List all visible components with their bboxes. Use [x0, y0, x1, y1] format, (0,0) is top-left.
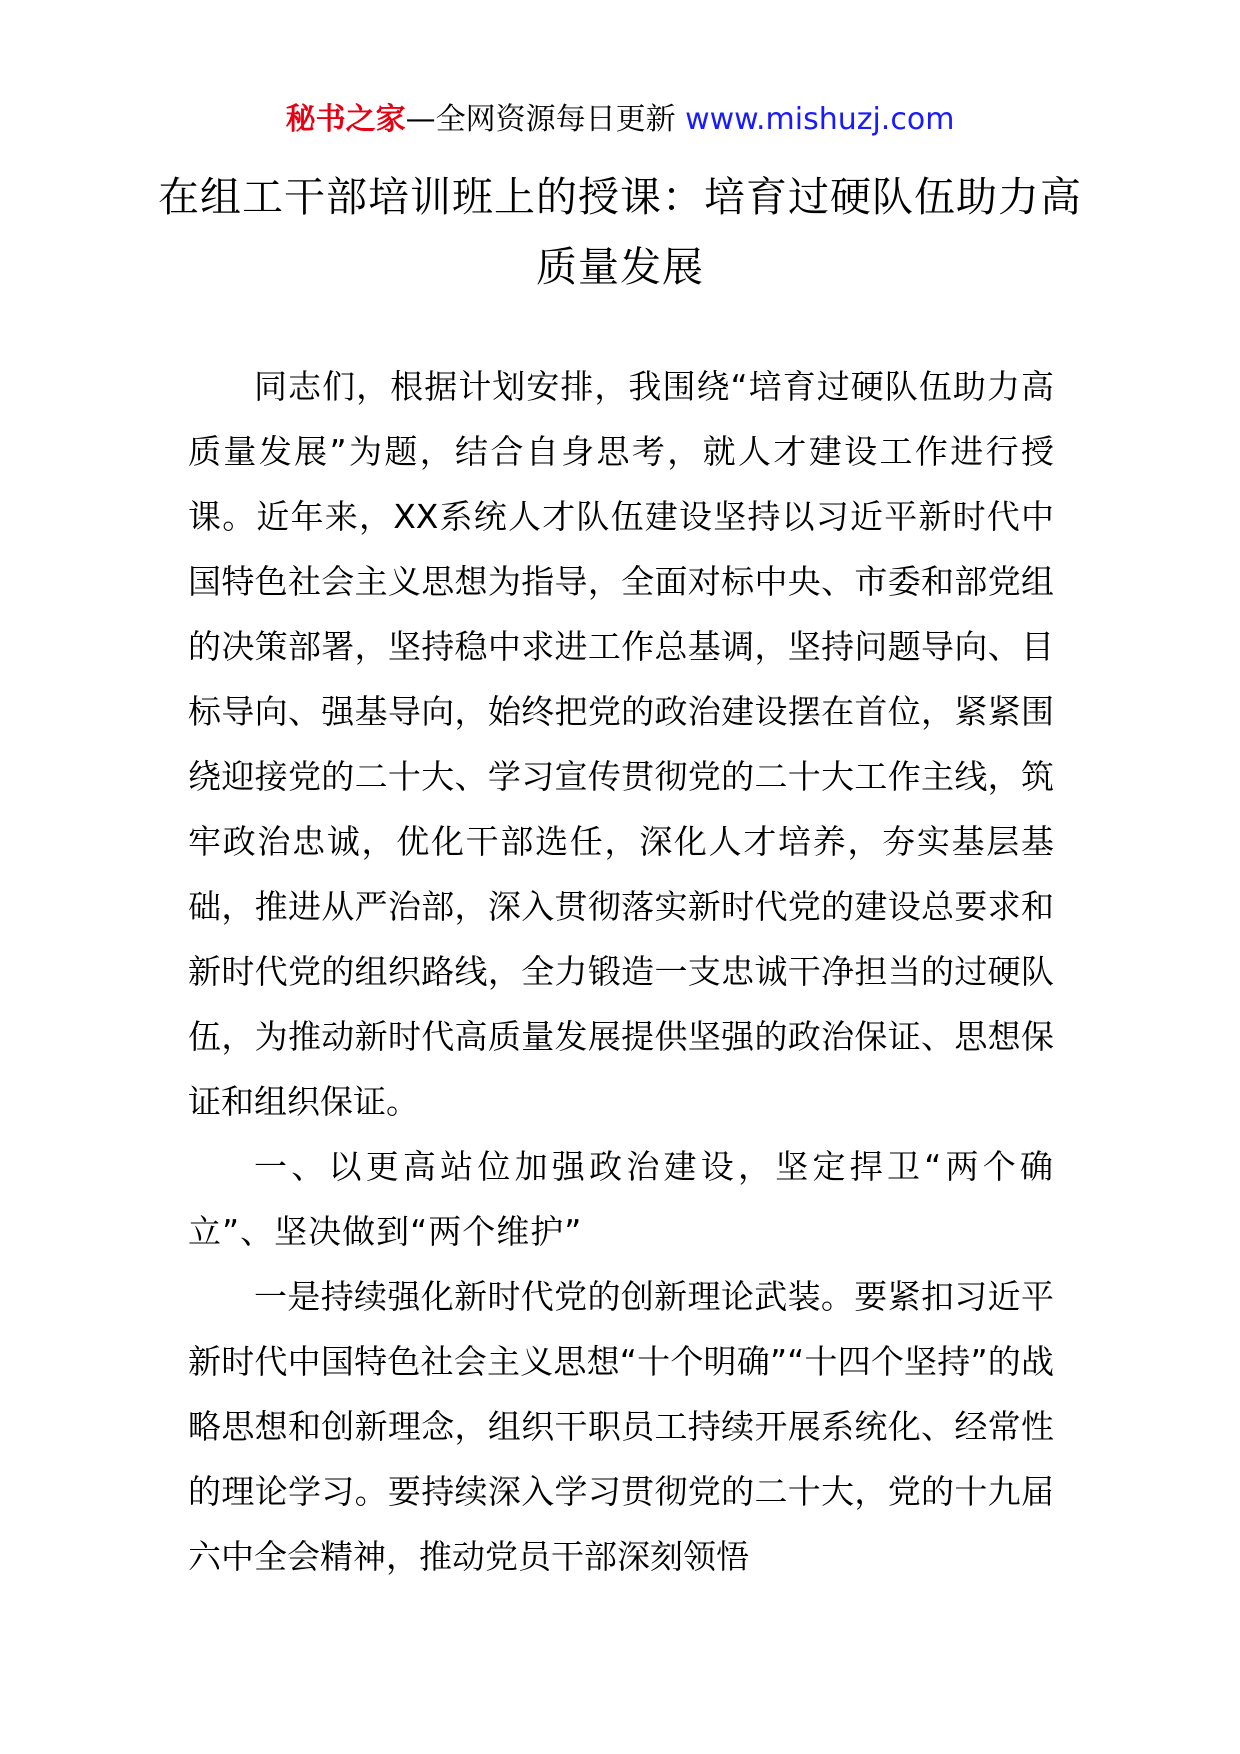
- body-paragraph-1: 一是持续强化新时代党的创新理论武装。要紧扣习近平新时代中国特色社会主义思想“十个明确”“十四个坚持”的战略思想和创新理念，组织干职员工持续开展系统化、经常性的理论学习。要持续深入学习贯彻党的二十大，党的十九届六中全会精神，推动党员干部深刻领悟: [188, 1277, 1054, 1576]
- site-tagline: —全网资源每日更新: [405, 102, 676, 137]
- brand-name: 秘书之家: [285, 102, 406, 137]
- section-heading-1: 一、以更高站位加强政治建设，坚定捍卫“两个确立”、坚决做到“两个维护”: [188, 1147, 1054, 1251]
- document-body: [188, 354, 1054, 1589]
- intro-paragraph: 同志们，根据计划安排，我围绕“培育过硬队伍助力高质量发展”为题，结合自身思考，就人才建设工作进行授课。近年来，XX系统人才队伍建设坚持以习近平新时代中国特色社会主义思想为指导，全面对标中央、市委和部党组的决策部署，坚持稳中求进工作总基调，坚持问题导向、目标导向、强基导向，始终把党的政治建设摆在首位，紧紧围绕迎接党的二十大、学习宣传贯彻党的二十大工作主线，筑牢政治忠诚，优化干部选任，深化人才培养，夯实基层基础，推进从严治部，深入贯彻落实新时代党的建设总要求和新时代党的组织路线，全力锻造一支忠诚干净担当的过硬队伍，为推动新时代高质量发展提供坚强的政治保证、思想保证和组织保证。: [188, 367, 1054, 1121]
- site-url-link[interactable]: www.mishuzj.com: [675, 102, 955, 137]
- site-header: [0, 100, 1240, 140]
- document-title: 在组工干部培训班上的授课：培育过硬队伍助力高质量发展: [158, 173, 1082, 291]
